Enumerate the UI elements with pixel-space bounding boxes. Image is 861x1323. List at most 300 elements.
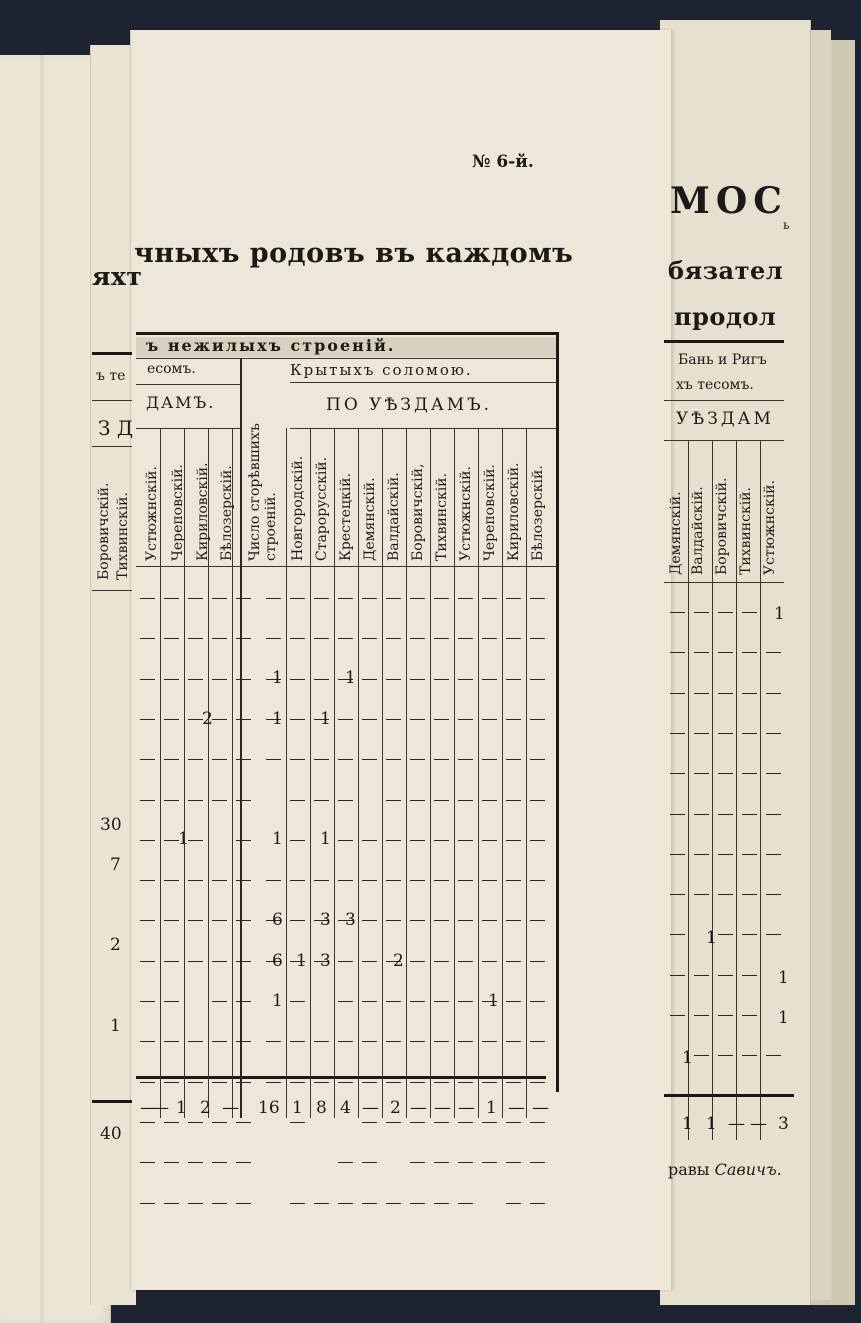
empty-cell-dash [410,1001,425,1002]
subheader-damu: ДАМЪ. [146,393,216,412]
right-empty-cell-dash [766,1055,781,1056]
empty-cell-dash [236,598,251,599]
empty-cell-dash [338,598,353,599]
empty-cell-dash [362,719,377,720]
empty-cell-dash [164,759,179,760]
empty-cell-dash [266,880,281,881]
empty-cell-dash [458,598,473,599]
empty-cell-dash [338,800,353,801]
cell-r13-krestsy: 3 [345,910,356,930]
empty-cell-dash [212,1041,227,1042]
right-empty-cell-dash [718,612,733,613]
right-total-1: 1 [682,1114,693,1134]
empty-cell-dash [140,1122,155,1123]
right-empty-cell-dash [718,814,733,815]
right-empty-cell-dash [718,894,733,895]
empty-cell-dash [236,719,251,720]
right-empty-cell-dash [670,975,685,976]
right-empty-cell-dash [670,733,685,734]
empty-cell-dash [338,1082,353,1083]
right-empty-cell-dash [766,934,781,935]
right-value-2: 1 [706,928,717,948]
right-value-5: 1 [682,1048,693,1068]
empty-cell-dash [530,1041,545,1042]
grid-column-line [526,428,527,1118]
col-ustyuzhna: Устюжнскій. [458,466,474,561]
empty-cell-dash [164,800,179,801]
right-empty-cell-dash [670,773,685,774]
right-empty-cell-dash [694,612,709,613]
empty-cell-dash [236,1041,251,1042]
empty-cell-dash [410,638,425,639]
left-value-3: 2 [110,935,121,955]
right-empty-cell-dash [742,773,757,774]
empty-cell-dash [410,800,425,801]
total-cell: 16 [258,1098,280,1118]
right-empty-cell-dash [742,612,757,613]
empty-cell-dash [530,598,545,599]
cell-r6-kirillov: 2 [202,709,213,729]
empty-cell-dash [386,1041,401,1042]
empty-cell-dash [362,1041,377,1042]
right-empty-cell-dash [742,854,757,855]
empty-cell-dash [506,840,521,841]
cell-r14-valdai: 2 [393,951,404,971]
left-total: 40 [100,1124,122,1144]
grid-column-line [454,428,455,1118]
empty-cell-dash [410,1082,425,1083]
page-number: № 6-й. [472,152,534,172]
col-cherepovets: Череповскій. [482,464,498,561]
empty-cell-dash [506,1041,521,1042]
grid-column-line [382,428,383,1118]
left-subheader-zd: З Д [98,416,134,440]
empty-cell-dash [362,1122,377,1123]
empty-cell-dash [506,759,521,760]
empty-cell-dash [338,880,353,881]
right-empty-cell-dash [766,773,781,774]
empty-cell-dash [314,800,329,801]
empty-cell-dash [458,800,473,801]
col-borovichi: Боровичскій, [410,463,426,561]
right-empty-cell-dash [718,733,733,734]
empty-cell-dash [236,920,251,921]
empty-cell-dash [140,598,155,599]
empty-cell-dash [212,759,227,760]
empty-cell-dash [458,1041,473,1042]
right-empty-cell-dash [694,814,709,815]
cell-r10-staraya: 1 [320,829,331,849]
empty-cell-dash [236,1001,251,1002]
right-header-3: УѢЗДАМ [676,409,774,429]
total-cell: — [152,1098,169,1118]
right-grid-column-line [760,440,761,1140]
empty-cell-dash [362,759,377,760]
right-empty-cell-dash [694,693,709,694]
empty-cell-dash [410,961,425,962]
empty-cell-dash [188,880,203,881]
footer-name: Савичъ. [714,1160,782,1179]
empty-cell-dash [434,1122,449,1123]
empty-cell-dash [386,719,401,720]
empty-cell-dash [410,679,425,680]
empty-cell-dash [482,800,497,801]
empty-cell-dash [410,840,425,841]
empty-cell-dash [188,1162,203,1163]
total-cell: — [458,1098,475,1118]
empty-cell-dash [434,840,449,841]
empty-cell-dash [140,638,155,639]
col-novgorod: Новгородскій. [290,455,306,561]
empty-cell-dash [140,880,155,881]
empty-cell-dash [236,1122,251,1123]
col-demyansk: Демянскій. [362,477,378,561]
right-empty-cell-dash [766,693,781,694]
right-empty-cell-dash [742,894,757,895]
empty-cell-dash [266,598,281,599]
empty-cell-dash [362,1001,377,1002]
empty-cell-dash [506,1001,521,1002]
empty-cell-dash [482,840,497,841]
empty-cell-dash [140,800,155,801]
total-cell: — [410,1098,427,1118]
right-grid-column-line [736,440,737,1140]
right-empty-cell-dash [694,975,709,976]
right-total-3: — [728,1114,745,1134]
empty-cell-dash [506,920,521,921]
empty-cell-dash [266,638,281,639]
right-total-5: 3 [778,1114,789,1134]
right-empty-cell-dash [718,693,733,694]
empty-cell-dash [458,1082,473,1083]
empty-cell-dash [140,1041,155,1042]
empty-cell-dash [236,759,251,760]
empty-cell-dash [458,719,473,720]
right-empty-cell-dash [670,814,685,815]
empty-cell-dash [140,961,155,962]
empty-cell-dash [290,1122,305,1123]
empty-cell-dash [188,759,203,760]
empty-cell-dash [506,1082,521,1083]
empty-cell-dash [482,719,497,720]
empty-cell-dash [290,1041,305,1042]
col-kirillov-tes: Кириловскій. [195,462,211,561]
empty-cell-dash [236,880,251,881]
grid-column-line [310,428,311,1118]
empty-cell-dash [530,961,545,962]
empty-cell-dash [362,840,377,841]
right-empty-cell-dash [694,1055,709,1056]
right-col-demyansk: Демянскій. [668,491,684,575]
empty-cell-dash [236,840,251,841]
empty-cell-dash [236,1203,251,1204]
empty-cell-dash [458,1122,473,1123]
right-value-3: 1 [778,968,789,988]
empty-cell-dash [164,679,179,680]
right-subtitle-2: продол [674,302,777,331]
total-cell: 1 [292,1098,303,1118]
empty-cell-dash [314,1203,329,1204]
right-corner-mark: ь [783,218,790,232]
right-col-borovichi: Боровичскій. [714,477,730,575]
empty-cell-dash [140,679,155,680]
empty-cell-dash [236,638,251,639]
empty-cell-dash [386,1082,401,1083]
col-ustyuzhna-tes: Устюжнскій. [144,466,160,561]
empty-cell-dash [530,719,545,720]
empty-cell-dash [164,1041,179,1042]
empty-cell-dash [530,1122,545,1123]
col-krestsy: Крестецкій. [338,473,354,561]
right-empty-cell-dash [694,894,709,895]
right-subtitle-1: бязател [668,256,784,285]
empty-cell-dash [386,880,401,881]
empty-cell-dash [386,638,401,639]
right-heading: МОС [670,180,788,222]
right-empty-cell-dash [742,814,757,815]
empty-cell-dash [290,1001,305,1002]
right-empty-cell-dash [742,693,757,694]
subheader-tes: есомъ. [147,361,196,377]
total-cell: 1 [486,1098,497,1118]
right-empty-cell-dash [718,1055,733,1056]
empty-cell-dash [140,1082,155,1083]
empty-cell-dash [506,1122,521,1123]
right-empty-cell-dash [718,934,733,935]
empty-cell-dash [362,1203,377,1204]
right-empty-cell-dash [718,854,733,855]
total-cell: — [140,1098,157,1118]
left-col-borovichi: Боровичскій. [96,482,112,580]
empty-cell-dash [482,759,497,760]
right-empty-cell-dash [670,854,685,855]
empty-cell-dash [140,920,155,921]
empty-cell-dash [188,1041,203,1042]
empty-cell-dash [410,598,425,599]
empty-cell-dash [458,840,473,841]
total-cell: — [508,1098,525,1118]
col-staraya-russa: Старорусскій. [314,456,330,561]
empty-cell-dash [164,1203,179,1204]
empty-cell-dash [506,679,521,680]
empty-cell-dash [482,1162,497,1163]
empty-cell-dash [458,1203,473,1204]
empty-cell-dash [290,759,305,760]
empty-cell-dash [434,880,449,881]
empty-cell-dash [338,719,353,720]
empty-cell-dash [290,719,305,720]
empty-cell-dash [188,638,203,639]
empty-cell-dash [362,1162,377,1163]
empty-cell-dash [386,840,401,841]
empty-cell-dash [164,1122,179,1123]
empty-cell-dash [530,638,545,639]
empty-cell-dash [314,638,329,639]
grid-column-line [208,428,209,1118]
empty-cell-dash [164,1001,179,1002]
grid-column-line [184,428,185,1118]
empty-cell-dash [434,1041,449,1042]
empty-cell-dash [434,1162,449,1163]
cell-r14-staraya: 3 [320,951,331,971]
empty-cell-dash [188,598,203,599]
empty-cell-dash [458,880,473,881]
col-kirillov: Кириловскій. [506,462,522,561]
total-cell: 8 [316,1098,327,1118]
col-cherepovets-tes: Череповскій. [170,464,186,561]
empty-cell-dash [188,679,203,680]
right-empty-cell-dash [766,814,781,815]
empty-cell-dash [212,800,227,801]
empty-cell-dash [290,800,305,801]
empty-cell-dash [314,679,329,680]
empty-cell-dash [290,920,305,921]
right-empty-cell-dash [694,652,709,653]
empty-cell-dash [236,800,251,801]
empty-cell-dash [140,719,155,720]
col-burned-total: Число сгорѣвшихъ строеній. [247,423,279,561]
table-header: ъ нежилыхъ строеній. [146,336,396,355]
empty-cell-dash [482,961,497,962]
grid-column-line [430,428,431,1118]
empty-cell-dash [530,1082,545,1083]
empty-cell-dash [188,719,203,720]
empty-cell-dash [506,800,521,801]
empty-cell-dash [410,1041,425,1042]
cell-r14-novgorod: 1 [296,951,307,971]
right-header-2: хъ тесомъ. [676,377,754,393]
empty-cell-dash [362,880,377,881]
total-cell: — [362,1098,379,1118]
empty-cell-dash [164,880,179,881]
empty-cell-dash [434,1082,449,1083]
empty-cell-dash [386,1122,401,1123]
empty-cell-dash [482,598,497,599]
cell-r5-total: 1 [272,668,283,688]
empty-cell-dash [362,961,377,962]
right-empty-cell-dash [718,773,733,774]
empty-cell-dash [212,880,227,881]
empty-cell-dash [314,1082,329,1083]
right-empty-cell-dash [766,854,781,855]
empty-cell-dash [164,1082,179,1083]
right-empty-cell-dash [670,652,685,653]
empty-cell-dash [362,598,377,599]
empty-cell-dash [458,1162,473,1163]
empty-cell-dash [458,759,473,760]
empty-cell-dash [434,759,449,760]
right-col-valdai: Валдайскій. [690,486,706,575]
subheader-straw: Крытыхъ соломою. [290,361,473,379]
empty-cell-dash [362,679,377,680]
right-value-1: 1 [774,604,785,624]
right-empty-cell-dash [718,975,733,976]
empty-cell-dash [290,679,305,680]
empty-cell-dash [386,759,401,760]
empty-cell-dash [188,1082,203,1083]
empty-cell-dash [290,1203,305,1204]
empty-cell-dash [290,840,305,841]
empty-cell-dash [434,638,449,639]
empty-cell-dash [506,638,521,639]
col-tikhvin: Тихвинскій. [434,473,450,561]
right-empty-cell-dash [670,934,685,935]
grid-column-line [358,428,359,1118]
empty-cell-dash [212,1203,227,1204]
empty-cell-dash [290,598,305,599]
empty-cell-dash [458,638,473,639]
empty-cell-dash [164,961,179,962]
empty-cell-dash [386,800,401,801]
footer-fragment [668,1160,782,1179]
grid-column-line [478,428,479,1118]
right-empty-cell-dash [718,652,733,653]
cell-r13-staraya: 3 [320,910,331,930]
empty-cell-dash [458,961,473,962]
empty-cell-dash [482,1082,497,1083]
right-empty-cell-dash [742,1055,757,1056]
right-empty-cell-dash [766,652,781,653]
main-page [130,30,672,1290]
right-col-ustyuzhna: Устюжнскій. [762,480,778,575]
right-total-2: 1 [706,1114,717,1134]
cell-r15-total: 1 [272,991,283,1011]
empty-cell-dash [410,1122,425,1123]
empty-cell-dash [506,719,521,720]
empty-cell-dash [506,598,521,599]
empty-cell-dash [386,598,401,599]
left-value-1: 30 [100,815,122,835]
cell-r14-total: 6 [272,951,283,971]
left-value-2: 7 [110,855,121,875]
col-belozersk-tes: Бѣлозерскій. [219,465,235,561]
empty-cell-dash [212,1082,227,1083]
total-cell: — [222,1098,239,1118]
empty-cell-dash [458,920,473,921]
empty-cell-dash [434,719,449,720]
grid-column-line [160,428,161,1118]
main-title: чныхъ родовъ въ каждомъ [134,238,574,269]
empty-cell-dash [434,679,449,680]
empty-cell-dash [434,961,449,962]
empty-cell-dash [140,1001,155,1002]
empty-cell-dash [530,1203,545,1204]
empty-cell-dash [188,1122,203,1123]
empty-cell-dash [482,638,497,639]
empty-cell-dash [314,759,329,760]
footer-word: равы [668,1160,710,1179]
empty-cell-dash [362,1082,377,1083]
empty-cell-dash [188,920,203,921]
right-empty-cell-dash [742,1015,757,1016]
empty-cell-dash [164,1162,179,1163]
empty-cell-dash [482,920,497,921]
empty-cell-dash [482,1041,497,1042]
empty-cell-dash [164,840,179,841]
empty-cell-dash [338,1203,353,1204]
right-header-1: Бань и Ригъ [678,352,767,368]
cell-r6-total: 1 [272,709,283,729]
right-empty-cell-dash [742,934,757,935]
left-subheader-tes: ъ те [96,368,126,384]
empty-cell-dash [410,1203,425,1204]
empty-cell-dash [410,1162,425,1163]
right-grid-column-line [712,440,713,1140]
empty-cell-dash [188,1203,203,1204]
empty-cell-dash [434,1203,449,1204]
empty-cell-dash [236,1082,251,1083]
right-empty-cell-dash [694,733,709,734]
